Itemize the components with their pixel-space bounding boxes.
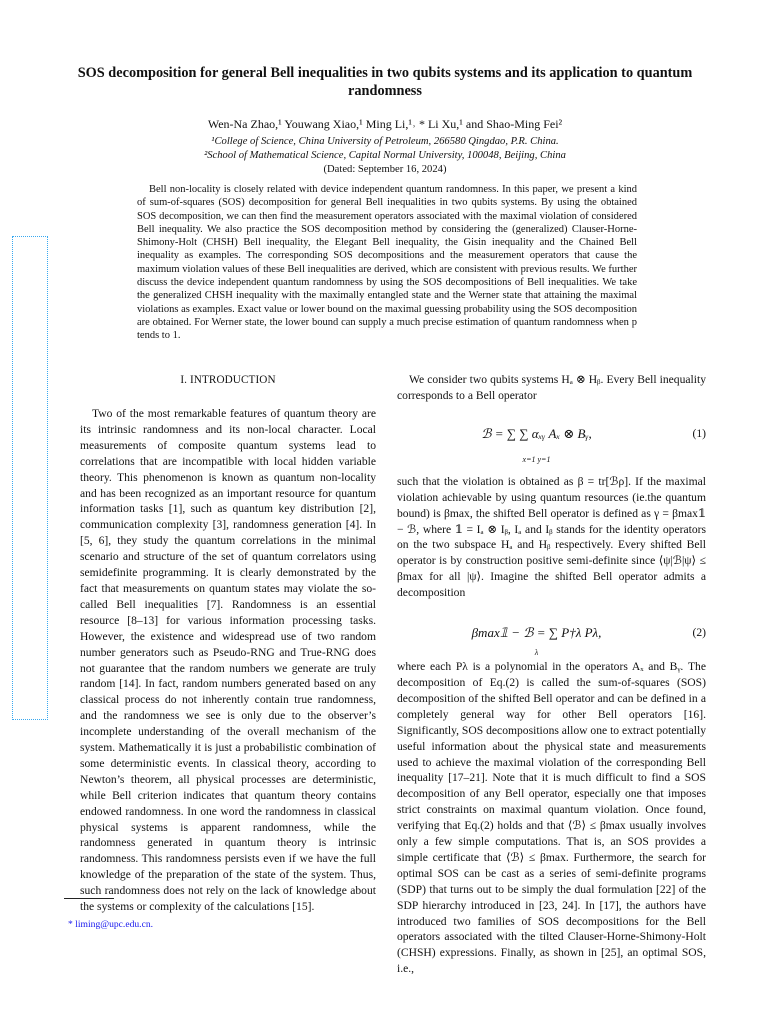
equation-1 <box>397 408 706 474</box>
right-paragraph-2: such that the violation is obtained as β = tr[ℬρ]. If the maximal violation achievable by using quantum resources (ie.the quantum bound) is βmax, the shifted Bell operator is defined as γ = βmax𝟙 − ℬ, where 𝟙 = Iₐ ⊗ Iᵦ, Iₐ and Iᵦ stands for the identity operators on the two subspace Hₐ and Hᵦ respectively. Every shifted Bell operator is by construction positive semi-definite since ⟨ψ|ℬ|ψ⟩ ≤ βmax for all |ψ⟩. Imagine the shifted Bell operator admits a decomposition <box>397 474 706 600</box>
intro-paragraph: Two of the most remarkable features of quantum theory are its intrinsic randomness and its non-local character. Local measurements of composite quantum systems lead to correlations that are incompatible with local hidden variable theory. This phenomenon is known as quantum non-locality and has been recognized as an important resource for quantum information tasks [1], such as quantum key distribution [2], communication complexity [3], randomness generation [4]. In [5, 6], they study the quantum correlations in the minimal scenario and structure of the set of quantum correlators using semidefinite programming. It is clearly demonstrated by the fact that measurements on quantum states may violate the so-called Bell inequalities [7]. Randomness is an essential resource [8–13] for various information processing tasks. However, the existence and widespread use of two random number generators such as Pseudo-RNG and True-RNG does not guarantee that the random numbers we generate are truly random [14]. In fact, random numbers generated based on any classical process do not inherently contain true randomness, and the randomness we see is only due to the observer’s incomplete understanding of the overall mechanism of the system. Mathematically it is just a probabilistic combination of some deterministic events. In classical theory, according to Newton’s theorem, all physical processes are deterministic, while Bell criterion indicates that quantum theory contains endowed randomness. In one word the randomness in classical physical systems is apparent randomness, while the randomness generated in quantum theory is intrinsic randomness. This randomness persists even if we have the full knowledge of the preparation of the state of the system. Thus, such randomness does not rely on the lack of knowledge about the systems or complexity of the calculations [15]. <box>80 407 376 914</box>
equation-1-number: (1) <box>692 426 706 440</box>
equation-2-expression: βmax𝟙 − ℬ = ∑ P†λ Pλ, <box>471 625 602 641</box>
equation-1-limits: x=1 y=1 <box>522 454 551 464</box>
paper-title: SOS decomposition for general Bell inequalities in two qubits systems and its application to quantum randomness <box>77 65 693 99</box>
equation-1-expression: ℬ = ∑ ∑ αₓᵧ Aₓ ⊗ Bᵧ, <box>481 425 592 441</box>
equation-2-limits: λ <box>534 648 539 658</box>
arxiv-sidebar-stamp <box>12 236 48 720</box>
affiliation-2: ²School of Mathematical Science, Capital Normal University, 100048, Beijing, China <box>204 150 566 161</box>
footnote-rule <box>64 898 114 899</box>
left-column <box>80 372 376 915</box>
right-paragraph-1: We consider two qubits systems Hₐ ⊗ Hᵦ. Every Bell inequality corresponds to a Bell operator <box>397 373 706 402</box>
footnote-email-link[interactable]: * liming@upc.edu.cn. <box>68 919 154 930</box>
affiliation-1: ¹College of Science, China University of Petroleum, 266580 Qingdao, P.R. China. <box>211 136 559 147</box>
right-paragraph-3: where each Pλ is a polynomial in the operators Aₓ and Bᵧ. The decomposition of Eq.(2) is called the sum-of-squares (SOS) decomposition of the shifted Bell operator and can be defined in a completely general way for other Bell operators [16]. Significantly, SOS decompositions allow one to extract potentially useful information about the physical state and measurements used to achieve the maximal violation of the corresponding Bell inequality [17–21]. Note that it is much difficult to find a SOS decomposition of any Bell operator, especially one that imposes strict constraints on maximal quantum violation. Once found, verifying that Eq.(2) holds and that ⟨ℬ⟩ ≤ βmax usually involves only a few simple computations. That is, an SOS provides a simple certificate that ⟨ℬ⟩ ≤ βmax. Furthermore, the search for optimal SOS can be cast as a series of semi-definite programs (SDP) that turns out to be simply the dual formulation [22] of the SDP hierarchy introduced in [23, 24]. In [17], the authors have introduced two families of SOS decompositions for the Bell operators associated with the tilted Clauser-Horne-Shimony-Holt (CHSH) expressions. Finally, as shown in [25], an optimal SOS, i.e., <box>397 660 707 976</box>
author-list: Wen-Na Zhao,¹ Youwang Xiao,¹ Ming Li,¹˒ * Li Xu,¹ and Shao-Ming Fei² <box>207 117 563 131</box>
equation-2-number: (2) <box>692 626 706 640</box>
date-line: (Dated: September 16, 2024) <box>323 164 447 175</box>
right-column <box>397 372 706 977</box>
section-heading: I. INTRODUCTION <box>180 374 276 386</box>
abstract: Bell non-locality is closely related with device independent quantum randomness. In this paper, we present a kind of sum-of-squares (SOS) decomposition for general Bell inequalities in two qubits systems. By using the obtained SOS decomposition, we can then find the measurement operators associated with the maximal violation of considered Bell inequality. We also practice the SOS decomposition method by considering the (generalized) Clauser-Horne-Shimony-Holt (CHSH) Bell inequality, the Elegant Bell inequality, the Gisin inequality and the Chained Bell inequality as examples. The corresponding SOS decompositions and the measurement operators that cause the maximum violation values of these Bell inequalities are derived, which are consistent with previous results. We further discuss the device independent quantum randomness by using the SOS decompositions of Bell inequalities. We take the generalized CHSH inequality with the maximally entangled state and the Werner state that attaining the maximal violations as examples. Exact value or lower bound on the maximal guessing probability using the SOS decomposition are obtained. For Werner state, the lower bound can supply a much precise estimation of quantum randomness when p tends to 1. <box>137 184 637 342</box>
equation-2 <box>397 607 706 659</box>
